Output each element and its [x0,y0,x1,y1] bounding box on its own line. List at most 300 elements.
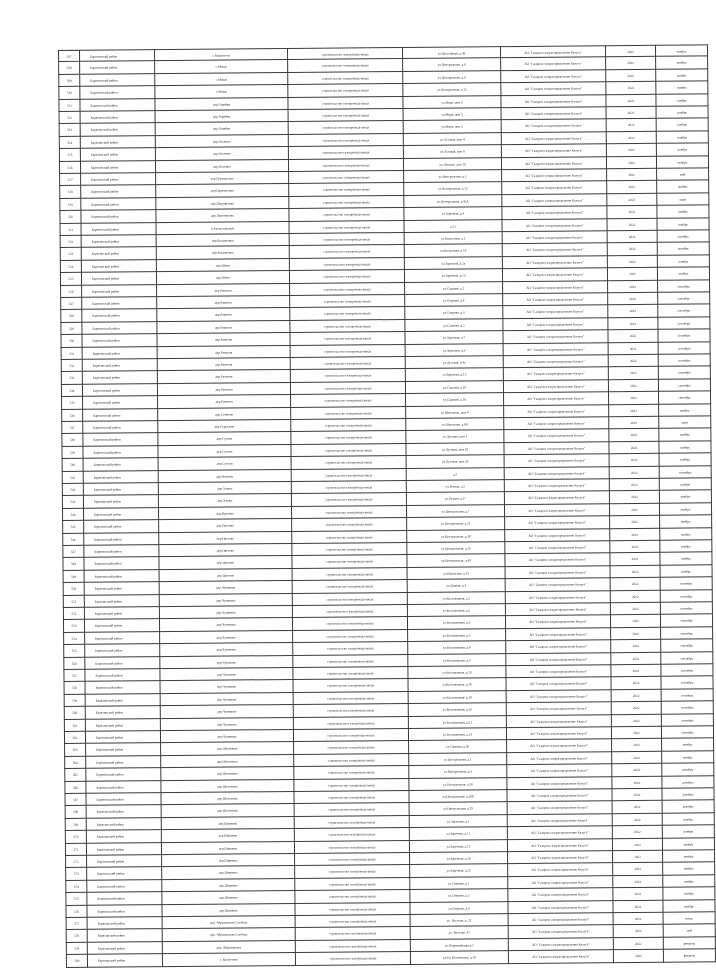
cell-row-number: 515 [59,149,81,162]
cell-district: Барятинский район [81,173,156,186]
cell-month: сентябрь [659,392,711,405]
cell-organization: АО "Газпром газораспределение Калуга" [508,876,613,889]
cell-row-number: 523 [60,248,82,261]
cell-district: Барятинский район [83,434,158,447]
cell-month: ноябрь [656,57,708,70]
cell-settlement: дер.Шеломово [161,792,294,806]
cell-district: Барятинский район [86,682,161,695]
cell-year: 2022 [611,665,661,678]
cell-district: Барятинский район [82,285,157,298]
cell-settlement: дер.Шеломово [162,804,295,818]
cell-year: 2022 [608,256,658,269]
cell-month: сентябрь [658,305,710,318]
cell-address: ул.Заречная, д.1 [410,815,508,828]
cell-organization: АО "Газпром газораспределение Калуга" [508,802,613,815]
cell-month: сентябрь [661,652,713,665]
cell-address: ул.Центральная, д.18 [409,778,507,791]
cell-address: ул.Заречная, д.15 [406,369,504,382]
cell-row-number: 560 [64,707,86,720]
cell-row-number: 545 [62,521,84,534]
cell-address: ул.Центральная, д.8 [403,59,501,72]
cell-organization: АО "Газпром газораспределение Калуга" [503,244,608,257]
cell-work-type: строительство газопровода-ввода [290,258,405,271]
cell-year: 2022 [614,913,664,926]
cell-year: 2022 [612,690,662,703]
cell-organization: АО "Газпром газораспределение Калуга" [502,107,607,120]
cell-month: сентябрь [659,354,711,367]
cell-month: декабрь [662,788,714,801]
cell-organization: АО "Газпром газораспределение Калуга" [505,554,610,567]
cell-address: ул.Мира, дом 6 [403,96,501,109]
cell-row-number: 549 [63,571,85,584]
cell-work-type: строительство газопровода-ввода [295,878,410,891]
cell-district: Барятинский район [81,210,156,223]
cell-address: ул.Заречная, д.20 [410,852,508,865]
cell-work-type: строительство газопровода-ввода [295,890,410,903]
cell-row-number: 571 [65,843,87,856]
cell-address: ул.Речная, д.27 [407,493,505,506]
cell-organization: АО "Газпром газораспределение Калуга" [503,318,608,331]
cell-year: 2022 [611,615,661,628]
cell-organization: АО "Газпром газораспределение Калуга" [507,777,612,790]
cell-address: ул.Шоссейная, д.49 [403,46,501,59]
cell-address: ул. Веселая, д. 21 [411,914,509,927]
cell-settlement: дер. Абрамовское [163,941,296,955]
cell-settlement: дер. Абрамовская Слобода [163,928,296,942]
cell-address: ул.Котлованная, д.13 [408,666,506,679]
cell-settlement: дер.Ракитня [158,370,291,384]
cell-settlement: дер.Ширяево [162,829,295,843]
cell-organization: АО "Газпром газораспределение Калуга" [502,157,607,170]
cell-settlement: дер.Сутоки [158,445,291,459]
cell-work-type: строительство газопровода-ввода [288,84,403,97]
cell-organization: АО "Газпром газораспределение Калуга" [509,950,614,963]
cell-district: Барятинский район [87,880,162,893]
cell-year: 2022 [613,826,663,839]
cell-month: сентябрь [661,590,713,603]
cell-row-number: 556 [63,657,85,670]
cell-settlement: дер.Ракитня [157,284,290,298]
cell-work-type: строительство газопровода-ввода [292,531,407,544]
cell-work-type: строительство газопровода-ввода [296,915,411,928]
cell-organization: АО "Газпром газораспределение Калуга" [502,120,607,133]
cell-settlement: дер.Ширяево [162,817,295,831]
cell-organization: АО "Газпром газораспределение Калуга" [505,529,610,542]
cell-district: Барятинский район [86,706,161,719]
cell-district: Барятинский район [84,496,159,509]
cell-district: Барятинский район [81,124,156,137]
cell-address: ул.Луговая, дом 8 [404,145,502,158]
cell-row-number: 563 [64,744,86,757]
cell-work-type: строительство газопровода-ввода [292,543,407,556]
cell-year: 2022 [609,380,659,393]
cell-row-number: 573 [65,868,87,881]
cell-district: Барятинский район [84,545,159,558]
cell-organization: АО "Газпром газораспределение Калуга" [504,368,609,381]
cell-settlement: дер.Хлевы [159,482,292,496]
cell-district: Барятинский район [86,694,161,707]
cell-year: 2022 [607,144,657,157]
cell-address: д.12 [405,220,503,233]
cell-month: сентябрь [658,292,710,305]
cell-district: Барятинский район [81,136,156,149]
cell-address: ул.Луговая, дом 1 [406,431,504,444]
cell-month: март [659,416,711,429]
cell-work-type: строительство газопровода-ввода [290,332,405,345]
cell-settlement: дер.Горяйки [156,122,289,136]
cell-district: Барятинский район [84,558,159,571]
cell-month: ноябрь [657,131,709,144]
cell-organization: АО "Газпром газораспределение Калуга" [505,516,610,529]
cell-row-number: 528 [60,310,82,323]
cell-organization: АО "Газпром газораспределение Калуга" [504,417,609,430]
cell-organization: АО "Газпром газораспределение Калуга" [502,219,607,232]
cell-address: ул.Котлованная, д.5 [408,629,506,642]
cell-address: ул.Луговая, дом 4 [404,133,502,146]
cell-settlement: дер.Чумаково [161,680,294,694]
cell-row-number: 526 [60,285,82,298]
cell-organization: АО "Газпром газораспределение Калуга" [504,392,609,405]
cell-work-type: строительство газопровода-ввода [291,419,406,432]
cell-month: февраль [664,937,716,950]
cell-work-type: строительство газопровода-ввода [291,444,406,457]
cell-year: 2022 [607,119,657,132]
cell-month: ноябрь [657,218,709,231]
cell-row-number: 517 [59,174,81,187]
cell-organization: АО "Газпром газораспределение Калуга" [506,603,611,616]
cell-work-type: строительство газопровода-ввода [290,233,405,246]
cell-district: Барятинский район [80,62,155,75]
cell-address: ул.Заречная, д.7 [405,331,503,344]
cell-work-type: строительство газопровода-ввода [293,605,408,618]
cell-work-type: строительство газопровода-ввода [294,779,409,792]
cell-address: ул.Котлованная, д.23 [409,728,507,741]
cell-settlement: с.Мощи [155,60,288,74]
cell-organization: АО "Газпром газораспределение Калуга" [502,194,607,207]
cell-work-type: строительство газопровода-ввода [289,134,404,147]
cell-month: ноябрь [657,144,709,157]
cell-address: ул.Р.и Волченкова, д.18 [411,951,509,964]
cell-row-number: 567 [64,794,86,807]
cell-month: ноябрь [660,553,712,566]
cell-row-number: 559 [64,695,86,708]
cell-month: сентябрь [658,330,710,343]
cell-month: ноябрь [659,429,711,442]
cell-month: ноябрь [659,441,711,454]
cell-address: д.5 [407,468,505,481]
cell-district: Барятинский район [84,471,159,484]
cell-row-number: 521 [60,223,82,236]
cell-organization: АО "Газпром газораспределение Калуга" [503,256,608,269]
cell-address: ул.Мира, дом 3 [404,121,502,134]
cell-district: Барятинский район [82,223,157,236]
cell-year: 2022 [614,950,664,963]
cell-work-type: строительство газопровода-ввода [289,208,404,221]
cell-year: 2022 [612,702,662,715]
cell-district: Барятинский район [81,148,156,161]
cell-organization: АО "Газпром газораспределение Калуга" [507,702,612,715]
cell-row-number: 553 [63,620,85,633]
cell-address: ул.Котлованная, д.3 [408,617,506,630]
cell-settlement: дер.Отькино [156,160,289,174]
cell-organization: АО "Газпром газораспределение Калуга" [508,839,613,852]
cell-organization: АО "Газпром газораспределение Калуга" [507,764,612,777]
cell-year: 2022 [609,392,659,405]
cell-settlement: дер.Перемилово [156,172,289,186]
cell-settlement: дер.Ширяево [162,866,295,880]
cell-year: 2022 [613,888,663,901]
cell-year: 2022 [608,318,658,331]
cell-work-type: строительство газопровода-ввода [292,456,407,469]
cell-settlement: дер.Чумаково [161,705,294,719]
cell-month: ноябрь [658,255,710,268]
cell-year: 2022 [607,206,657,219]
cell-work-type: строительство газопровода-ввода [288,47,403,60]
cell-district: Барятинский район [81,111,156,124]
cell-settlement: дер.Горяйки [156,110,289,124]
cell-work-type: строительство газопровода-ввода [294,729,409,742]
cell-settlement: дер.Чумаково [160,618,293,632]
cell-row-number: 507 [58,50,80,63]
cell-address: ул.Центральная, д.21 [407,517,505,530]
cell-address: ул.Мира, дом 5 [404,108,502,121]
cell-district: Барятинский район [80,99,155,112]
cell-organization: АО "Газпром газораспределение Калуга" [502,169,607,182]
cell-settlement: дер.Ширяево [162,904,295,918]
cell-month: ноябрь [662,739,714,752]
cell-settlement: с.Мощи [155,85,288,99]
cell-row-number: 537 [61,422,83,435]
cell-address: ул.Центральная, д.28Б [409,790,507,803]
cell-year: 2022 [612,752,662,765]
cell-month: сентябрь [659,367,711,380]
cell-month: сентябрь [662,689,714,702]
cell-address: ул.Заречная, д.9 [406,344,504,357]
cell-district: Барятинский район [82,334,157,347]
cell-organization: АО "Газпром газораспределение Калуга" [508,814,613,827]
cell-address: ул.Заречная, д.12 [410,827,508,840]
cell-settlement: дер.Чумаково [160,656,293,670]
cell-district: Барятинский район [85,669,160,682]
cell-month: декабрь [662,776,714,789]
cell-settlement: дер.Сутоки [159,457,292,471]
cell-organization: АО "Газпром газораспределение Калуга" [503,306,608,319]
cell-settlement: дер.Горяйки [155,98,288,112]
cell-district: Барятинский район [87,905,162,918]
cell-district: Барятинский район [83,396,158,409]
cell-row-number: 575 [65,893,87,906]
cell-address: ул.Центральная, д.7 [407,505,505,518]
cell-year: 2022 [609,404,659,417]
cell-district: Барятинский район [86,756,161,769]
cell-district: Барятинский район [88,954,163,967]
cell-row-number: 542 [62,484,84,497]
cell-settlement: дер.Цветово [159,507,292,521]
cell-year: 2022 [613,876,663,889]
cell-row-number: 574 [65,881,87,894]
cell-month: ноябрь [660,528,712,541]
cell-settlement: дер.Шеин [157,271,290,285]
cell-settlement: дер.Ширяево [162,854,295,868]
cell-work-type: строительство газопровода-ввода [288,97,403,110]
cell-work-type: строительство газопровода-ввода [294,791,409,804]
cell-work-type: строительство газопровода-ввода [294,754,409,767]
cell-organization: АО "Газпром газораспределение Калуга" [501,45,606,58]
cell-month: ноябрь [663,900,715,913]
cell-organization: АО "Газпром газораспределение Калуга" [502,132,607,145]
cell-year: 2022 [611,677,661,690]
cell-month: сентябрь [661,639,713,652]
cell-address: ул.Колхозная, д.16 [405,245,503,258]
cell-address: ул.Озерная, д.1 [410,877,508,890]
cell-address: ул.Центральная, д.43 [407,555,505,568]
cell-work-type: строительство газопровода-ввода [290,295,405,308]
cell-address: ул.Центральная, д.12 [403,83,501,96]
cell-settlement: дер.Чумаково [160,668,293,682]
cell-organization: АО "Газпром газораспределение Калуга" [501,58,606,71]
cell-district: Барятинский район [86,781,161,794]
cell-year: 2022 [607,194,657,207]
cell-work-type: строительство газопровода-ввода [291,357,406,370]
cell-district: Барятинский район [85,632,160,645]
cell-address: ул.Школьная, дом 4 [406,406,504,419]
cell-address: ул.Садовая, д.5 [405,319,503,332]
cell-work-type: строительство газопровода-ввода [295,903,410,916]
cell-address: ул.Дачная, д.3 [408,579,506,592]
cell-work-type: строительство газопровода-ввода [292,493,407,506]
cell-year: 2022 [611,566,661,579]
cell-organization: АО "Газпром газораспределение Калуга" [507,715,612,728]
cell-year: 2022 [606,94,656,107]
cell-row-number: 552 [63,608,85,621]
cell-address: ул.Котлованная, д.6 [408,641,506,654]
cell-district: Барятинский район [85,620,160,633]
cell-work-type: строительство газопровода-ввода [291,369,406,382]
cell-row-number: 540 [62,459,84,472]
cell-district: Барятинский район [83,409,158,422]
cell-year: 2022 [606,45,656,58]
cell-address: ул.Садовая, д.1 [405,282,503,295]
cell-row-number: 568 [65,806,87,819]
cell-organization: АО "Газпром газораспределение Калуга" [504,405,609,418]
cell-row-number: 508 [58,62,80,75]
cell-row-number: 535 [61,397,83,410]
cell-year: 2022 [608,231,658,244]
cell-district: Барятинский район [85,595,160,608]
cell-settlement: дер.Ракитня [157,296,290,310]
cell-row-number: 525 [60,273,82,286]
cell-district: Барятинский район [88,930,163,943]
cell-work-type: строительство газопровода-ввода [291,407,406,420]
cell-year: 2022 [609,442,659,455]
cell-row-number: 547 [62,546,84,559]
cell-month: ноябрь [663,875,715,888]
cell-district: Барятинский район [87,806,162,819]
cell-row-number: 554 [63,633,85,646]
cell-settlement: с.Милотичи [155,48,288,62]
cell-year: 2022 [609,342,659,355]
cell-district: Барятинский район [86,744,161,757]
cell-row-number: 566 [64,781,86,794]
cell-row-number: 565 [64,769,86,782]
cell-work-type: строительство газопровода-ввода [294,741,409,754]
cell-settlement: дер.Перемилово [156,184,289,198]
cell-month: ноябрь [660,453,712,466]
cell-address: ул.Котлованная, д.9 [408,654,506,667]
cell-settlement: дер.Отькино [156,135,289,149]
cell-organization: АО "Газпром газораспределение Калуга" [504,355,609,368]
cell-district: Барятинский район [84,483,159,496]
cell-row-number: 522 [60,236,82,249]
cell-organization: АО "Газпром газораспределение Калуга" [502,144,607,157]
cell-row-number: 550 [63,583,85,596]
cell-row-number: 541 [62,471,84,484]
cell-row-number: 527 [60,298,82,311]
cell-work-type: строительство газопровода-ввода [295,853,410,866]
cell-row-number: 551 [63,595,85,608]
cell-district: Барятинский район [82,297,157,310]
cell-work-type: строительство газопровода-ввода [294,679,409,692]
cell-work-type: строительство газопровода-ввода [292,506,407,519]
cell-settlement: дер.Ракитня [158,358,291,372]
cell-work-type: строительство газопровода-ввода [294,704,409,717]
cell-settlement: дер.Ширяево [162,842,295,856]
cell-settlement: дер.Шеломово [161,742,294,756]
cell-district: Барятинский район [86,793,161,806]
cell-work-type: строительство газопровода-ввода [293,568,408,581]
cell-row-number: 516 [59,161,81,174]
cell-row-number: 513 [59,124,81,137]
cell-organization: АО "Газпром газораспределение Калуга" [508,851,613,864]
cell-address: ул.Заречная, д.13 [405,269,503,282]
cell-settlement: дер.Чумаково [160,581,293,595]
cell-row-number: 511 [58,99,80,112]
cell-year: 2022 [610,528,660,541]
cell-district: Барятинский район [84,508,159,521]
cell-district: Барятинский район [87,868,162,881]
cell-work-type: строительство газопровода-ввода [289,146,404,159]
cell-district: Барятинский район [80,86,155,99]
cell-work-type: строительство газопровода-ввода [292,518,407,531]
cell-address: ул.Луговая, дом 26 [407,455,505,468]
cell-organization: АО "Газпром газораспределение Калуга" [508,826,613,839]
cell-address: ул.Центральная, д.3 [409,765,507,778]
cell-year: 2022 [612,727,662,740]
cell-address: ул.Школьная, д.15 [408,567,506,580]
cell-settlement: дер.Чумаково [161,718,294,732]
cell-organization: АО "Газпром газораспределение Калуга" [506,578,611,591]
cell-address: ул.Центральная, д.42А [404,195,502,208]
cell-month: сентябрь [661,615,713,628]
cell-district: Барятинский район [84,458,159,471]
cell-settlement: дер.Цветово [159,544,292,558]
cell-row-number: 561 [64,719,86,732]
cell-settlement: дер.Ракитня [158,395,291,409]
cell-settlement: дер.Чумаково [161,730,294,744]
cell-month: ноябрь [656,44,708,57]
cell-settlement: дер.Чумаково [160,631,293,645]
cell-work-type: строительство газопровода-ввода [290,221,405,234]
cell-month: сентябрь [662,714,714,727]
cell-address: ул.Центральная, д.1 [409,753,507,766]
cell-row-number: 548 [62,558,84,571]
cell-district: Барятинский район [87,843,162,856]
cell-organization: АО "Газпром газораспределение Калуга" [506,566,611,579]
cell-row-number: 518 [59,186,81,199]
cell-settlement: дер.Ширяево [162,879,295,893]
cell-month: октябрь [658,230,710,243]
cell-year: 2022 [613,863,663,876]
